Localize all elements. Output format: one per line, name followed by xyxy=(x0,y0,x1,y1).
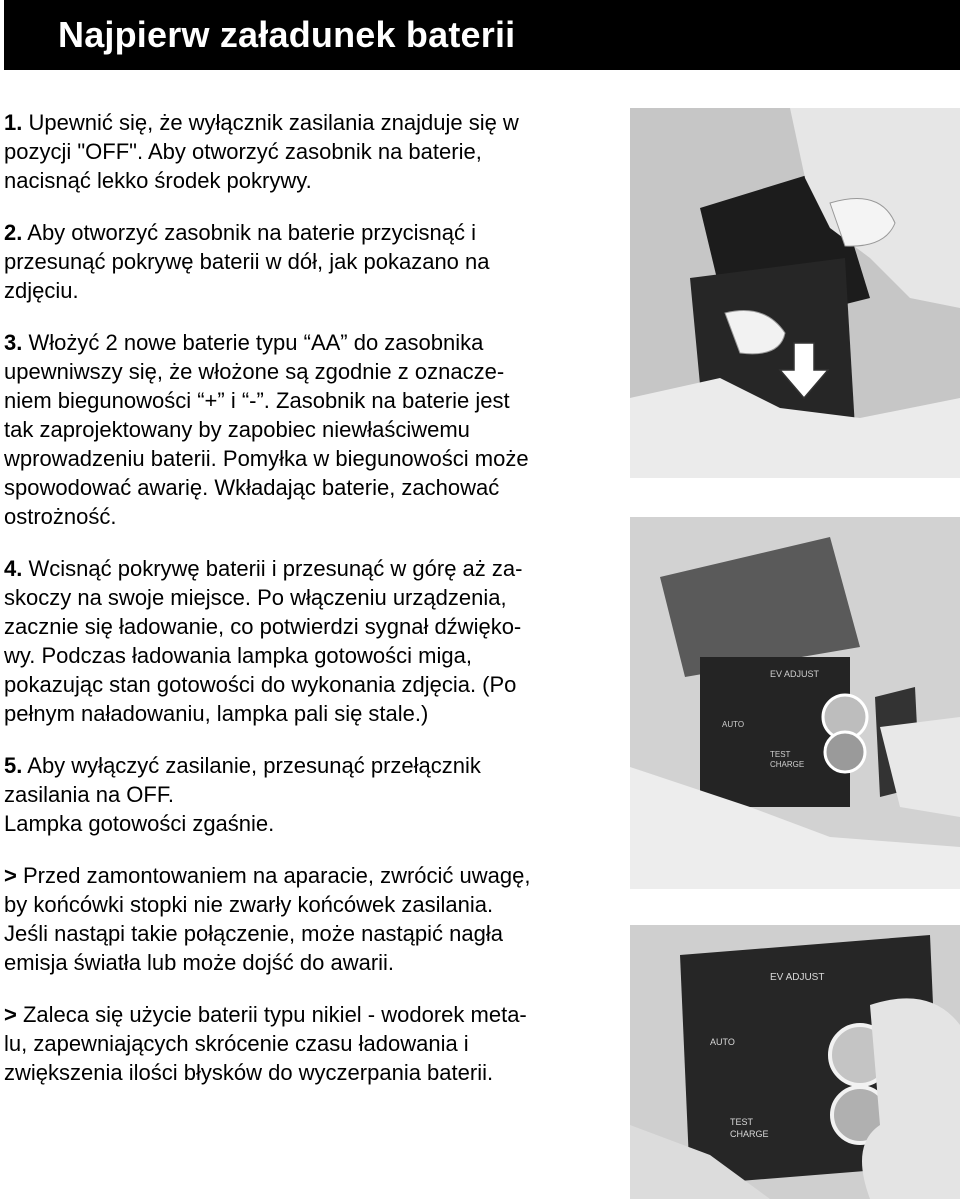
line: Zaleca się użycie baterii typu nikiel - wodorek meta- xyxy=(22,1002,527,1027)
line: by końcówki stopki nie zwarły końcówek zasilania. xyxy=(4,892,494,917)
line: niem biegunowości “+” i “-”. Zasobnik na baterie jest xyxy=(4,388,510,413)
line: Lampka gotowości zgaśnie. xyxy=(4,811,275,836)
step-3 xyxy=(4,328,622,531)
line: ostrożność. xyxy=(4,504,117,529)
label-charge: CHARGE xyxy=(730,1129,769,1139)
label-test: TEST xyxy=(770,750,791,759)
step-4 xyxy=(4,554,622,728)
line: emisja światła lub może dojść do awarii. xyxy=(4,950,395,975)
line: przesunąć pokrywę baterii w dół, jak pokazano na xyxy=(4,249,490,274)
line: Aby wyłączyć zasilanie, przesunąć przełącznik xyxy=(27,753,481,778)
label-ev-adjust: EV ADJUST xyxy=(770,972,825,983)
label-test: TEST xyxy=(730,1117,754,1127)
line: tak zaprojektowany by zapobiec niewłaściwemu xyxy=(4,417,470,442)
line: lu, zapewniających skrócenie czasu ładowania i xyxy=(4,1031,469,1056)
step-1 xyxy=(4,108,622,195)
photo-open-cover xyxy=(630,108,960,478)
note-1 xyxy=(4,861,622,977)
photo-insert-batteries xyxy=(630,517,960,889)
line: spowodować awarię. Wkładając baterie, zachować xyxy=(4,475,500,500)
step-number: 5. xyxy=(4,753,23,778)
photo-batteries-inserted-icon xyxy=(630,925,960,1199)
step-number: 2. xyxy=(4,220,23,245)
label-charge: CHARGE xyxy=(770,760,805,769)
instructions xyxy=(4,108,622,1110)
line: pozycji "OFF". Aby otworzyć zasobnik na baterie, xyxy=(4,139,482,164)
line: Włożyć 2 nowe baterie typu “AA” do zasobnika xyxy=(28,330,484,355)
line: nacisnąć lekko środek pokrywy. xyxy=(4,168,312,193)
line: pełnym naładowaniu, lampka pali się stale.) xyxy=(4,701,429,726)
line: Wcisnąć pokrywę baterii i przesunąć w górę aż za- xyxy=(28,556,523,581)
label-ev-adjust: EV ADJUST xyxy=(770,669,820,679)
note-marker: > xyxy=(4,863,17,888)
step-5 xyxy=(4,751,622,838)
line: Upewnić się, że wyłącznik zasilania znajduje się w xyxy=(28,110,519,135)
photo-insert-batteries-icon xyxy=(630,517,960,889)
step-number: 1. xyxy=(4,110,23,135)
step-2 xyxy=(4,218,622,305)
label-auto: AUTO xyxy=(710,1037,735,1047)
line: Przed zamontowaniem na aparacie, zwrócić uwagę, xyxy=(22,863,531,888)
photo-open-cover-arrow-down-icon xyxy=(630,108,960,478)
line: Aby otworzyć zasobnik na baterie przycisnąć i xyxy=(27,220,477,245)
line: wy. Podczas ładowania lampka gotowości miga, xyxy=(4,643,472,668)
note-marker: > xyxy=(4,1002,17,1027)
line: zasilania na OFF. xyxy=(4,782,174,807)
photo-batteries-inserted xyxy=(630,925,960,1199)
line: pokazując stan gotowości do wykonania zdjęcia. (Po xyxy=(4,672,517,697)
step-number: 4. xyxy=(4,556,23,581)
line: Jeśli nastąpi takie połączenie, może nastąpić nagła xyxy=(4,921,503,946)
line: upewniwszy się, że włożone są zgodnie z oznacze- xyxy=(4,359,505,384)
label-auto: AUTO xyxy=(722,720,745,729)
line: zacznie się ładowanie, co potwierdzi sygnał dźwięko- xyxy=(4,614,522,639)
line: zwiększenia ilości błysków do wyczerpania baterii. xyxy=(4,1060,494,1085)
title-bar xyxy=(4,0,960,70)
page-title: Najpierw załadunek baterii xyxy=(58,14,516,55)
line: zdjęciu. xyxy=(4,278,79,303)
line: skoczy na swoje miejsce. Po włączeniu urządzenia, xyxy=(4,585,507,610)
line: wprowadzeniu baterii. Pomyłka w biegunowości może xyxy=(4,446,529,471)
step-number: 3. xyxy=(4,330,23,355)
note-2 xyxy=(4,1000,622,1087)
